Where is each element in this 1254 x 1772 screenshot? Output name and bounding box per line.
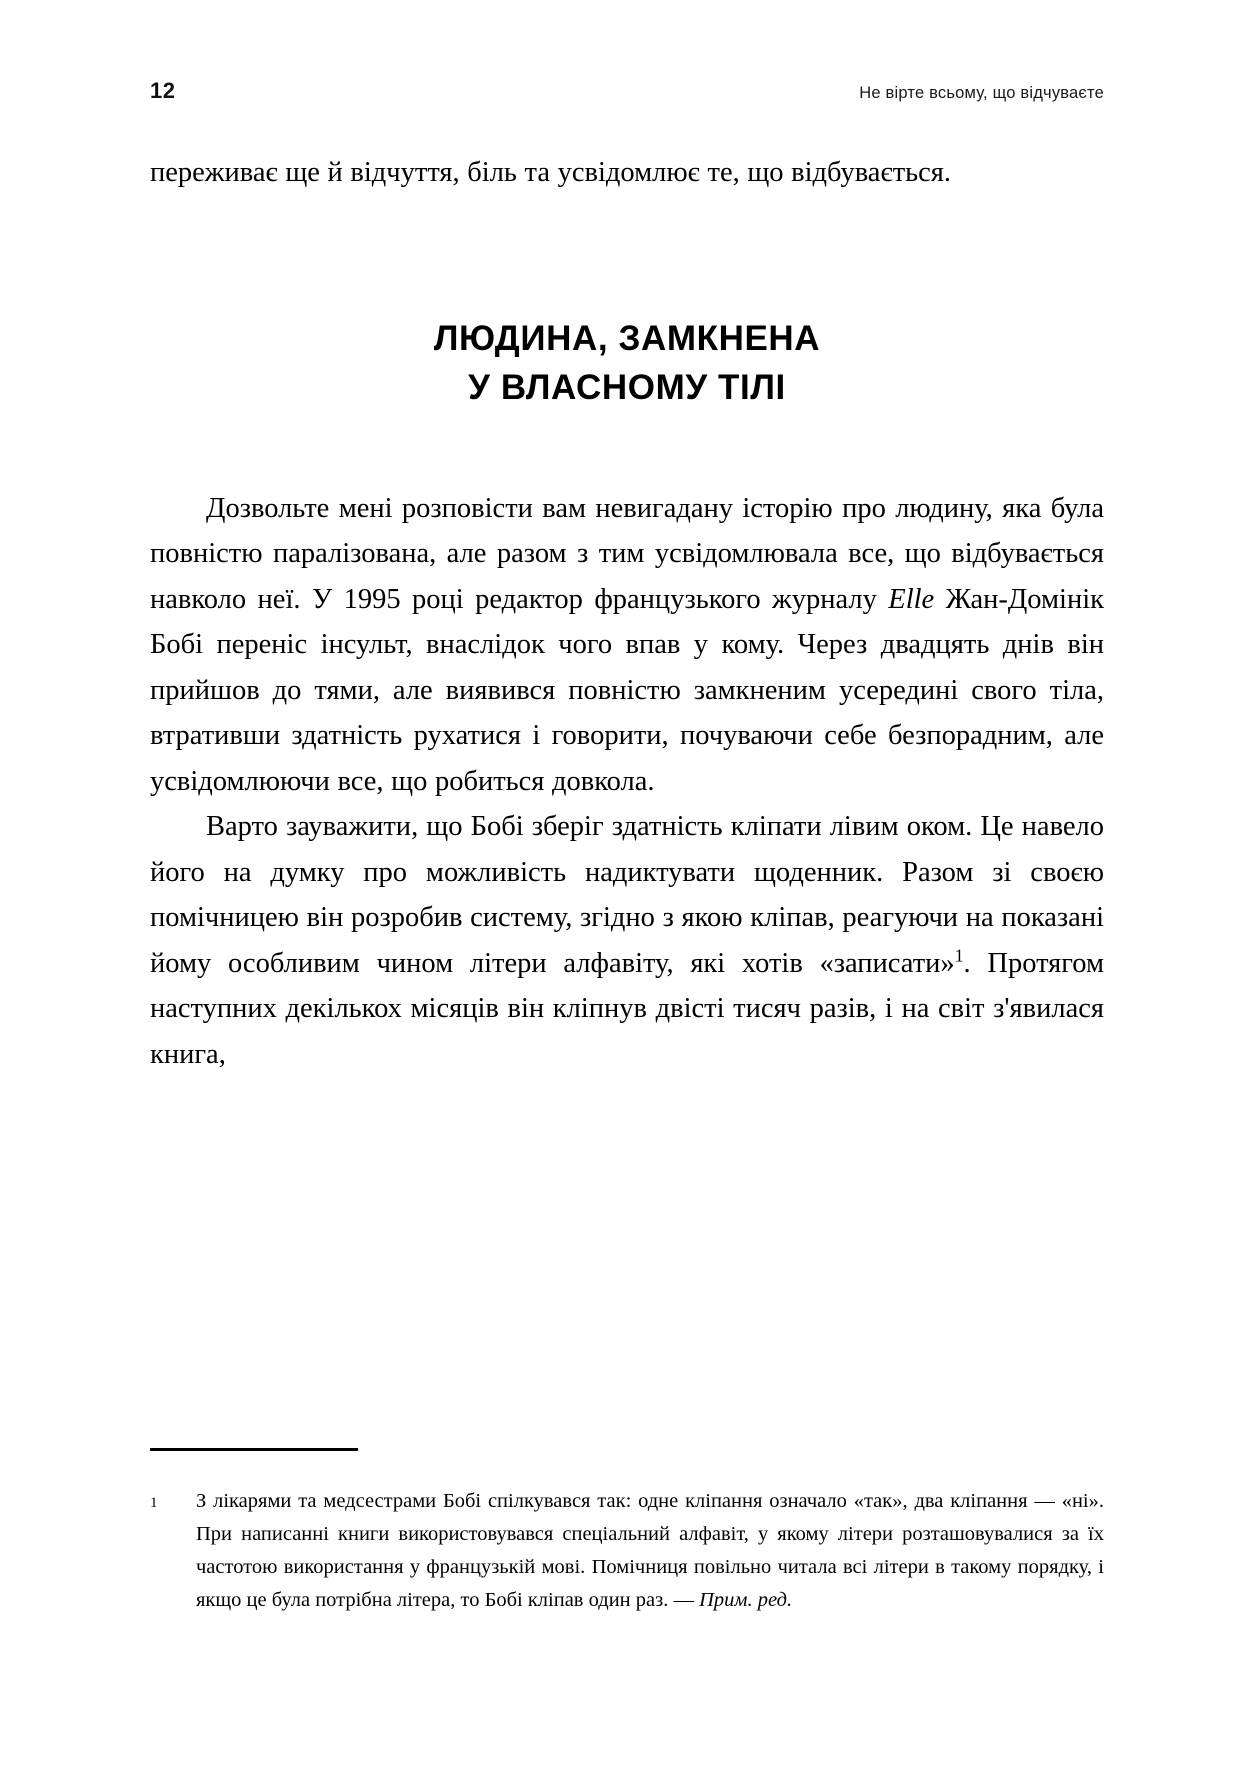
footnote-text-part-1: З лікарями та медсестрами Бобі спілкувався так: одне кліпання означало «так», два кліпання — «ні». При написанні книги використовувався спеціальний алфавіт, у якому літери розташовувалися за їх частотою використання у французькій мові. Помічниця повільно читала всі літери в такому порядку, і якщо це була потрібна літера, то Бобі кліпав один раз. — <box>196 1490 1104 1611</box>
footnote-entry <box>150 1485 1104 1617</box>
running-head <box>150 78 1104 108</box>
body-paragraph-1-part-1: Дозвольте мені розповісти вам невигадану історію про людину, яка була повністю паралізована, але разом з тим усвідомлювала все, що відбувається навколо неї. У 1995 році редактор французького журналу <box>150 492 1104 615</box>
continuation-paragraph-text: переживає ще й відчуття, біль та усвідомлює те, що відбувається. <box>150 157 952 188</box>
body-paragraph-2 <box>150 804 1104 1077</box>
chapter-heading <box>150 314 1104 412</box>
spacer-after-heading <box>150 412 1104 486</box>
continuation-paragraph <box>150 150 1104 196</box>
footnote-reference-marker[interactable]: 1 <box>954 945 964 965</box>
body-paragraph-2-part-2: . Протягом наступних декількох місяців він кліпнув двісті тисяч разів, і на світ з'явилася книга, <box>150 947 1104 1070</box>
body-paragraph-1-part-2: Жан-Домінік Бобі переніс інсульт, внаслідок чого впав у кому. Через двадцять днів він прийшов до тями, але виявився повністю замкненим усередині свого тіла, втративши здатність рухатися і говорити, почуваючи себе безпорадним, але усвідомлюючи все, що робиться довкола. <box>150 583 1104 797</box>
spacer-before-heading <box>150 196 1104 314</box>
footnote-text <box>196 1485 1104 1617</box>
magazine-title-elle: Elle <box>888 583 935 615</box>
footnote-editor-note: Прим. ред. <box>699 1589 793 1611</box>
text-column <box>150 150 1104 1077</box>
body-paragraph-1 <box>150 486 1104 805</box>
footnote-number: 1 <box>150 1495 158 1511</box>
page-number: 12 <box>150 78 176 103</box>
running-title: Не вірте всьому, що відчуваєте <box>859 84 1104 102</box>
chapter-heading-line-1: ЛЮДИНА, ЗАМКНЕНА <box>433 318 821 358</box>
body-paragraph-2-part-1: Варто зауважити, що Бобі зберіг здатність кліпати лівим оком. Це навело його на думку про можливість надиктувати щоденник. Разом зі своєю помічницею він розробив систему, згідно з якою кліпав, реагуючи на показані йому особливим чином літери алфавіту, які хотів «записати» <box>150 811 1104 979</box>
chapter-heading-line-2: У ВЛАСНОМУ ТІЛІ <box>468 367 786 407</box>
footnote-area <box>150 1448 1104 1617</box>
footnote-separator-rule <box>150 1448 358 1451</box>
